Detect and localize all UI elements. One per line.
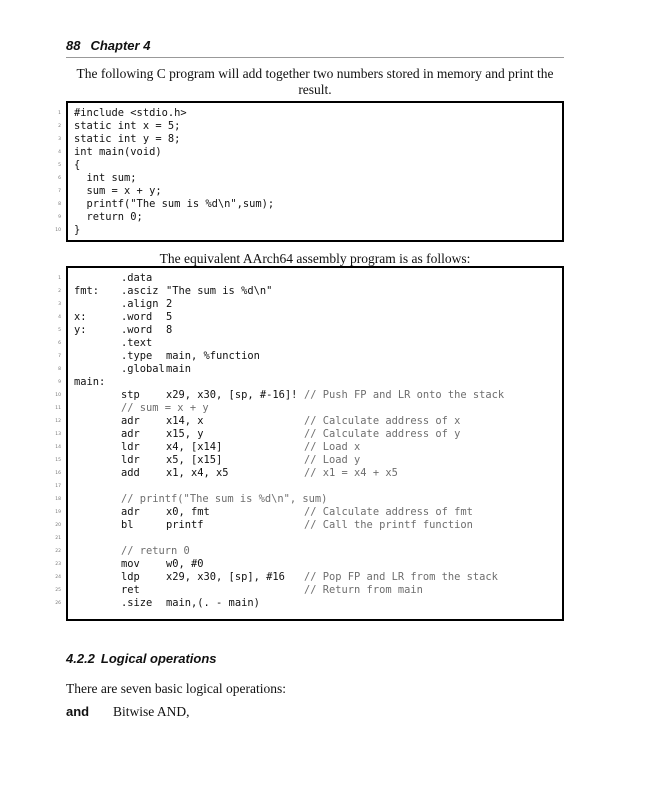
asm-instruction: .asciz [121, 285, 159, 297]
asm-instruction: .size [121, 597, 153, 609]
line-number: 7 [58, 189, 61, 194]
asm-line [55, 493, 558, 506]
asm-instruction: .align [121, 298, 159, 310]
header-rule [66, 57, 564, 58]
asm-line [58, 376, 558, 389]
asm-operands: printf [166, 519, 204, 531]
line-number: 9 [58, 215, 61, 220]
asm-line [55, 441, 558, 454]
asm-code-lines [55, 272, 558, 610]
line-number: 5 [58, 163, 61, 168]
asm-comment: // Load y [304, 454, 361, 466]
line-number: 10 [55, 228, 61, 233]
asm-operands: x0, fmt [166, 506, 210, 518]
asm-comment: // return 0 [121, 545, 190, 557]
code-line [55, 224, 558, 237]
asm-comment: // Calculate address of fmt [304, 506, 473, 518]
code-text: int main(void) [74, 146, 162, 158]
running-header [66, 38, 150, 53]
asm-comment: // Calculate address of x [304, 415, 461, 427]
line-number: 11 [55, 406, 61, 411]
code-text: int sum; [74, 172, 137, 184]
body-paragraph: There are seven basic logical operations: [66, 681, 287, 696]
asm-instruction: ldp [121, 571, 140, 583]
asm-operands: 5 [166, 311, 173, 323]
code-line [58, 133, 558, 146]
c-code-lines [55, 107, 558, 237]
section-title: Logical operations [100, 651, 217, 666]
asm-operands: x5, [x15] [166, 454, 223, 466]
line-number: 4 [58, 150, 61, 155]
code-text: sum = x + y; [74, 185, 162, 197]
asm-operands: x1, x4, x5 [166, 467, 229, 479]
asm-instruction: ret [121, 584, 140, 596]
asm-operands: w0, #0 [166, 558, 204, 570]
asm-line [58, 337, 558, 350]
code-text: } [74, 224, 81, 236]
asm-line [58, 311, 558, 324]
asm-comment: // Push FP and LR onto the stack [304, 389, 505, 401]
code-text: { [74, 159, 81, 171]
code-text: #include <stdio.h> [74, 107, 187, 119]
asm-instruction: .type [121, 350, 153, 362]
line-number: 25 [55, 588, 61, 593]
section-heading [66, 651, 217, 666]
line-number: 19 [55, 510, 61, 515]
asm-operands: 8 [166, 324, 173, 336]
line-number: 8 [58, 367, 61, 372]
asm-comment: // printf("The sum is %d\n", sum) [121, 493, 328, 505]
asm-line [55, 506, 558, 519]
asm-label: y: [74, 324, 87, 336]
asm-instruction: .global [121, 363, 165, 375]
line-number: 10 [55, 393, 61, 398]
definition-term: and [66, 704, 90, 719]
line-number: 15 [55, 458, 61, 463]
asm-operands: main,(. - main) [166, 597, 260, 609]
asm-line [58, 272, 558, 285]
line-number: 4 [58, 315, 61, 320]
line-number: 1 [58, 276, 61, 281]
code-line [58, 198, 558, 211]
code-text: static int y = 8; [74, 133, 181, 145]
asm-operands: x29, x30, [sp, #-16]! [166, 389, 298, 401]
line-number: 13 [55, 432, 61, 437]
code-line [58, 107, 558, 120]
line-number: 2 [58, 289, 61, 294]
asm-operands: x4, [x14] [166, 441, 223, 453]
line-number: 6 [58, 176, 61, 181]
asm-instruction: .data [121, 272, 153, 284]
c-code-listing [55, 101, 564, 242]
code-text: return 0; [74, 211, 143, 223]
asm-line [55, 480, 558, 493]
asm-line [55, 558, 558, 571]
asm-comment: // Load x [304, 441, 361, 453]
asm-operands: x14, x [166, 415, 204, 427]
code-line [58, 185, 558, 198]
chapter-title: Chapter 4 [90, 38, 151, 53]
asm-instruction: .word [121, 324, 153, 336]
line-number: 21 [55, 536, 61, 541]
asm-line [55, 454, 558, 467]
asm-instruction: adr [121, 506, 140, 518]
asm-line [55, 402, 558, 415]
asm-instruction: .text [121, 337, 153, 349]
line-number: 7 [58, 354, 61, 359]
line-number: 20 [55, 523, 61, 528]
asm-line [58, 350, 558, 363]
asm-comment: // Return from main [304, 584, 423, 596]
asm-intro-paragraph: The equivalent AArch64 assembly program is as follows: [159, 251, 471, 266]
asm-comment: // Pop FP and LR from the stack [304, 571, 498, 583]
asm-line [55, 415, 558, 428]
asm-operands: 2 [166, 298, 173, 310]
asm-code-listing [55, 266, 564, 621]
asm-comment: // Calculate address of y [304, 428, 461, 440]
asm-operands: x15, y [166, 428, 204, 440]
asm-line [58, 363, 558, 376]
line-number: 3 [58, 137, 61, 142]
asm-instruction: adr [121, 415, 140, 427]
asm-instruction: ldr [121, 441, 140, 453]
asm-line [55, 571, 558, 584]
asm-instruction: mov [121, 558, 140, 570]
asm-line [55, 467, 558, 480]
asm-line [55, 597, 558, 610]
asm-instruction: stp [121, 389, 140, 401]
code-line [58, 211, 558, 224]
line-number: 22 [55, 549, 61, 554]
line-number: 2 [58, 124, 61, 129]
asm-line [55, 519, 558, 532]
code-line [58, 120, 558, 133]
asm-instruction: .word [121, 311, 153, 323]
asm-comment: // Call the printf function [304, 519, 473, 531]
asm-instruction: add [121, 467, 140, 479]
asm-line [58, 324, 558, 337]
asm-line [55, 428, 558, 441]
line-number: 5 [58, 328, 61, 333]
asm-line [55, 389, 558, 402]
code-line [58, 146, 558, 159]
asm-operands: main, %function [166, 350, 260, 362]
asm-line [58, 285, 558, 298]
line-number: 6 [58, 341, 61, 346]
code-text: printf("The sum is %d\n",sum); [74, 198, 275, 210]
asm-line [58, 298, 558, 311]
line-number: 17 [55, 484, 61, 489]
line-number: 12 [55, 419, 61, 424]
line-number: 23 [55, 562, 61, 567]
asm-comment: // sum = x + y [121, 402, 209, 414]
line-number: 1 [58, 111, 61, 116]
asm-line [55, 545, 558, 558]
asm-instruction: adr [121, 428, 140, 440]
intro-paragraph: The following C program will add together two numbers stored in memory and print the result. [76, 66, 554, 97]
asm-label: fmt: [74, 285, 100, 297]
line-number: 8 [58, 202, 61, 207]
line-number: 16 [55, 471, 61, 476]
asm-line [55, 584, 558, 597]
line-number: 9 [58, 380, 61, 385]
line-number: 18 [55, 497, 61, 502]
line-number: 26 [55, 601, 61, 606]
asm-instruction: ldr [121, 454, 140, 466]
definition-description: Bitwise AND, [113, 704, 190, 719]
line-number: 14 [55, 445, 61, 450]
line-number: 24 [55, 575, 61, 580]
line-number: 3 [58, 302, 61, 307]
section-number: 4.2.2 [66, 651, 95, 666]
asm-operands: main [166, 363, 192, 375]
asm-label: main: [74, 376, 106, 388]
page-number: 88 [66, 38, 81, 53]
asm-label: x: [74, 311, 87, 323]
asm-operands: x29, x30, [sp], #16 [166, 571, 285, 583]
asm-operands: "The sum is %d\n" [166, 285, 273, 297]
code-text: static int x = 5; [74, 120, 181, 132]
code-line [58, 159, 558, 172]
code-line [58, 172, 558, 185]
asm-line [55, 532, 558, 545]
asm-comment: // x1 = x4 + x5 [304, 467, 398, 479]
asm-instruction: bl [121, 519, 134, 531]
